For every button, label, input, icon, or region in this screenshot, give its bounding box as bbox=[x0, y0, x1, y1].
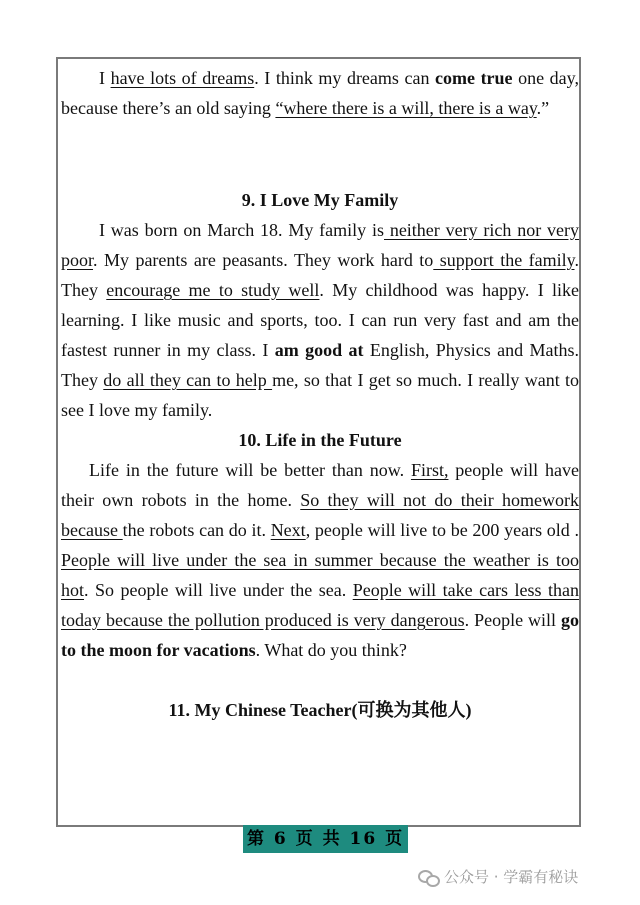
text-run: the robots can do it. bbox=[122, 520, 271, 540]
underlined-phrase: Next bbox=[270, 520, 306, 540]
bold-phrase: come true bbox=[435, 68, 513, 88]
text-run: I bbox=[99, 68, 111, 88]
text-run: . They bbox=[61, 250, 579, 300]
future-paragraph bbox=[61, 455, 579, 665]
underlined-phrase: do all they can to help bbox=[103, 370, 273, 390]
dreams-paragraph bbox=[61, 63, 579, 123]
underlined-phrase: First, bbox=[410, 460, 449, 480]
section-title-teacher: 11. My Chinese Teacher(可换为其他人) bbox=[168, 700, 472, 720]
text-run: . What do you think? bbox=[255, 640, 407, 660]
underlined-phrase: support the family bbox=[433, 250, 575, 270]
text-run: me, so that I get so much. I really want to see I love my family. bbox=[61, 370, 580, 420]
text-run: people will have their own robots in the home. bbox=[61, 460, 579, 510]
underlined-phrase: have lots of dreams bbox=[110, 68, 255, 88]
text-run: .” bbox=[536, 98, 550, 118]
watermark bbox=[418, 866, 578, 887]
bold-phrase: go to the moon for vacations bbox=[61, 610, 579, 660]
page-content bbox=[61, 63, 579, 725]
spacer bbox=[61, 123, 579, 185]
section-title-future: 10. Life in the Future bbox=[238, 430, 402, 450]
text-run: . So people will live under the sea. bbox=[84, 580, 353, 600]
spacer bbox=[61, 665, 579, 695]
text-run: I was born on March 18. My family is bbox=[99, 220, 384, 240]
text-run: one day, because there’s an old saying bbox=[61, 68, 579, 118]
text-run: . People will bbox=[464, 610, 561, 630]
text-run: English, Physics and Maths. They bbox=[61, 340, 579, 390]
section-title-family: 9. I Love My Family bbox=[241, 190, 399, 210]
text-run: , people will live to be 200 years old . bbox=[305, 520, 579, 540]
underlined-phrase: encourage me to study well bbox=[106, 280, 320, 300]
wechat-icon bbox=[418, 869, 438, 885]
text-run: . My parents are peasants. They work hard to bbox=[93, 250, 434, 270]
text-run: Life in the future will be better than now. bbox=[89, 460, 411, 480]
text-run: . I think my dreams can bbox=[254, 68, 436, 88]
watermark-text: 公众号 · 学霸有秘诀 bbox=[444, 868, 579, 886]
underlined-phrase: So they will not do their homework because bbox=[61, 490, 579, 540]
text-run: . My childhood was happy. I like learning. I like music and sports, too. I can run very fast and am the fastest runner in my class. I bbox=[61, 280, 579, 360]
family-paragraph bbox=[61, 215, 579, 425]
page-indicator: 第 6 页 共 16 页 bbox=[243, 825, 408, 853]
underlined-phrase: “where there is a will, there is a way bbox=[275, 98, 537, 118]
underlined-phrase: neither very rich nor very poor bbox=[61, 220, 580, 270]
bold-phrase: am good at bbox=[274, 340, 364, 360]
underlined-phrase: People will take cars less than today because the pollution produced is very dangerous bbox=[61, 580, 579, 630]
underlined-phrase: People will live under the sea in summer because the weather is too hot bbox=[61, 550, 579, 600]
